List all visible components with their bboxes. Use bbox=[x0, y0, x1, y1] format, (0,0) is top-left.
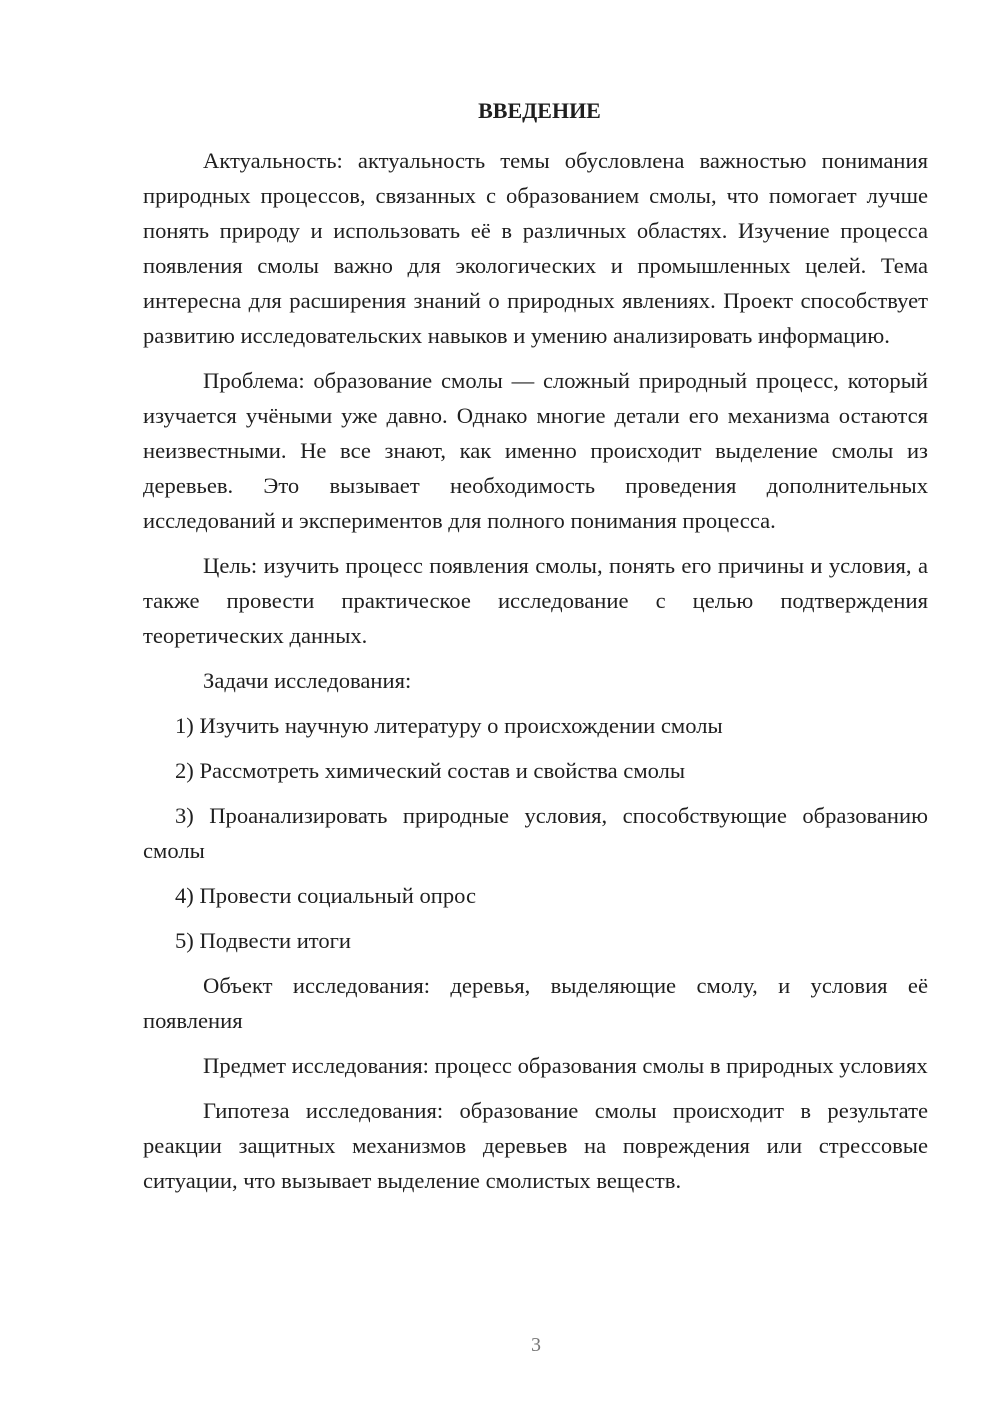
subject-paragraph: Предмет исследования: процесс образования смолы в природных условиях bbox=[203, 1053, 928, 1078]
object-paragraph: Объект исследования: деревья, выделяющие смолу, и условия её появления bbox=[143, 973, 928, 1033]
task-item: 3) Проанализировать природные условия, способствующие образованию смолы bbox=[143, 803, 928, 863]
page-number: 3 bbox=[531, 1334, 541, 1356]
section-heading: ВВЕДЕНИЕ bbox=[478, 98, 601, 123]
task-item: 2) Рассмотреть химический состав и свойства смолы bbox=[175, 758, 686, 783]
task-item: 4) Провести социальный опрос bbox=[175, 883, 477, 908]
relevance-paragraph: Актуальность: актуальность темы обусловлена важностью понимания природных процессов, связанных с образованием смолы, что помогает лучше понять природу и использовать её в различных областях. Изучение процесса появления смолы важно для экологических и промышленных целей. Тема интересна для расширения знаний о природных явлениях. Проект способствует развитию исследовательских навыков и умению анализировать информацию. bbox=[143, 148, 928, 348]
task-item: 1) Изучить научную литературу о происхождении смолы bbox=[175, 713, 723, 738]
page-content bbox=[143, 96, 928, 1208]
task-item: 5) Подвести итоги bbox=[175, 928, 352, 953]
goal-paragraph: Цель: изучить процесс появления смолы, понять его причины и условия, а также провести практическое исследование с целью подтверждения теоретических данных. bbox=[143, 553, 928, 648]
hypothesis-paragraph: Гипотеза исследования: образование смолы происходит в результате реакции защитных механизмов деревьев на повреждения или стрессовые ситуации, что вызывает выделение смолистых веществ. bbox=[143, 1098, 928, 1193]
tasks-title: Задачи исследования: bbox=[203, 668, 412, 693]
problem-paragraph: Проблема: образование смолы — сложный природный процесс, который изучается учёными уже давно. Однако многие детали его механизма остаются неизвестными. Не все знают, как именно происходит выделение смолы из деревьев. Это вызывает необходимость проведения дополнительных исследований и экспериментов для полного понимания процесса. bbox=[143, 368, 928, 533]
